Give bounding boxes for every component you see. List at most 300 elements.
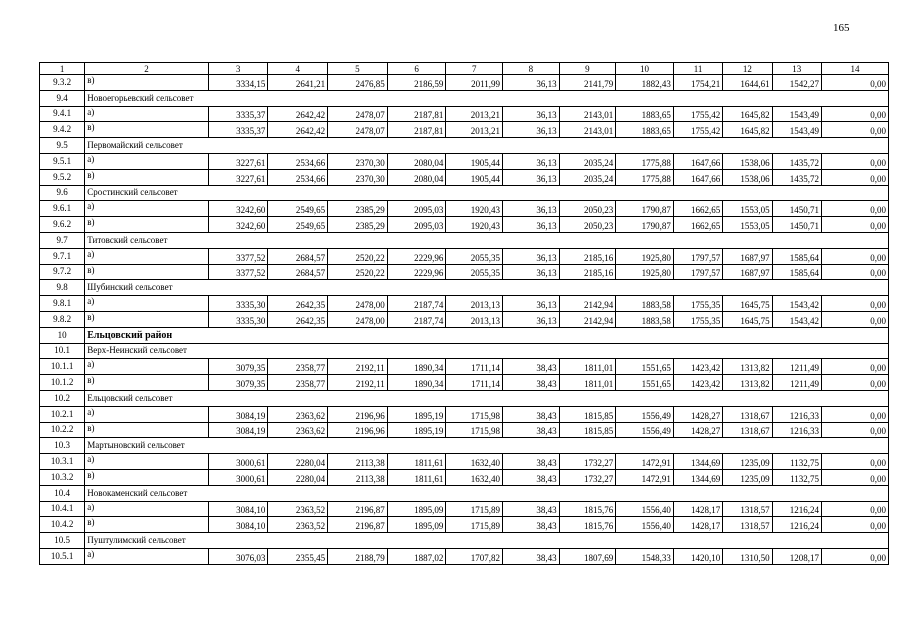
value-cell: 1235,09 xyxy=(723,469,772,485)
row-label: а) xyxy=(85,201,208,217)
value-cell: 3335,37 xyxy=(208,122,268,138)
value-cell: 0,00 xyxy=(822,548,889,564)
value-cell: 0,00 xyxy=(822,375,889,391)
value-cell: 1318,67 xyxy=(723,406,772,422)
table-row xyxy=(40,454,889,470)
value-cell: 2385,29 xyxy=(328,201,388,217)
value-cell: 0,00 xyxy=(822,106,889,122)
value-cell: 1556,49 xyxy=(616,422,674,438)
table-row xyxy=(40,311,889,327)
value-cell: 1815,85 xyxy=(559,422,616,438)
value-cell: 1807,69 xyxy=(559,548,616,564)
value-cell: 2186,59 xyxy=(387,75,446,91)
row-label: а) xyxy=(85,248,208,264)
row-label: в) xyxy=(85,517,208,533)
value-cell: 2642,42 xyxy=(268,122,328,138)
value-cell: 0,00 xyxy=(822,469,889,485)
row-code: 10.2 xyxy=(40,390,85,406)
table-row xyxy=(40,517,889,533)
value-cell: 2358,77 xyxy=(268,359,328,375)
value-cell: 2192,11 xyxy=(328,359,388,375)
table-row xyxy=(40,406,889,422)
table-row xyxy=(40,169,889,185)
value-cell: 36,13 xyxy=(503,201,560,217)
row-code: 10.1.2 xyxy=(40,375,85,391)
row-code: 10.3.1 xyxy=(40,454,85,470)
value-cell: 2143,01 xyxy=(559,106,616,122)
row-code: 9.5 xyxy=(40,138,85,154)
value-cell: 2478,00 xyxy=(328,311,388,327)
value-cell: 0,00 xyxy=(822,311,889,327)
value-cell: 3084,19 xyxy=(208,406,268,422)
value-cell: 2229,96 xyxy=(387,264,446,280)
value-cell: 1811,01 xyxy=(559,375,616,391)
value-cell: 2534,66 xyxy=(268,169,328,185)
value-cell: 2188,79 xyxy=(328,548,388,564)
value-cell: 2363,62 xyxy=(268,422,328,438)
value-cell: 1216,33 xyxy=(772,406,821,422)
row-code: 10.4 xyxy=(40,485,85,501)
row-code: 10.5 xyxy=(40,533,85,549)
table-body xyxy=(40,63,889,565)
value-cell: 1645,75 xyxy=(723,311,772,327)
value-cell: 1428,17 xyxy=(673,517,722,533)
section-row xyxy=(40,390,889,406)
page-number: 165 xyxy=(833,22,850,34)
row-code: 9.8.2 xyxy=(40,311,85,327)
section-title: Ельцовский сельсовет xyxy=(85,390,889,406)
row-code: 10 xyxy=(40,327,85,343)
value-cell: 1755,35 xyxy=(673,296,722,312)
value-cell: 1715,98 xyxy=(446,422,503,438)
value-cell: 1890,34 xyxy=(387,375,446,391)
value-cell: 1811,61 xyxy=(387,469,446,485)
value-cell: 36,13 xyxy=(503,296,560,312)
value-cell: 1925,80 xyxy=(616,248,674,264)
row-code: 10.1 xyxy=(40,343,85,359)
value-cell: 1313,82 xyxy=(723,359,772,375)
value-cell: 38,43 xyxy=(503,359,560,375)
value-cell: 1790,87 xyxy=(616,201,674,217)
value-cell: 1715,89 xyxy=(446,501,503,517)
row-label: в) xyxy=(85,169,208,185)
value-cell: 1548,33 xyxy=(616,548,674,564)
value-cell: 1905,44 xyxy=(446,153,503,169)
value-cell: 1754,21 xyxy=(673,75,722,91)
row-code: 9.8.1 xyxy=(40,296,85,312)
value-cell: 1423,42 xyxy=(673,375,722,391)
row-code: 9.5.1 xyxy=(40,153,85,169)
value-cell: 38,43 xyxy=(503,454,560,470)
row-code: 10.4.2 xyxy=(40,517,85,533)
value-cell: 1644,61 xyxy=(723,75,772,91)
row-code: 10.2.2 xyxy=(40,422,85,438)
value-cell: 2534,66 xyxy=(268,153,328,169)
row-label: в) xyxy=(85,264,208,280)
table-row xyxy=(40,359,889,375)
value-cell: 2013,13 xyxy=(446,311,503,327)
value-cell: 1645,82 xyxy=(723,106,772,122)
value-cell: 1632,40 xyxy=(446,469,503,485)
row-code: 10.1.1 xyxy=(40,359,85,375)
tariff-table xyxy=(39,62,889,565)
row-label: в) xyxy=(85,311,208,327)
value-cell: 1715,89 xyxy=(446,517,503,533)
value-cell: 2013,21 xyxy=(446,122,503,138)
value-cell: 2280,04 xyxy=(268,469,328,485)
value-cell: 2363,62 xyxy=(268,406,328,422)
section-row xyxy=(40,485,889,501)
value-cell: 1797,57 xyxy=(673,264,722,280)
table-row xyxy=(40,201,889,217)
value-cell: 2549,65 xyxy=(268,217,328,233)
column-header: 13 xyxy=(772,63,821,75)
value-cell: 0,00 xyxy=(822,217,889,233)
row-code: 9.8 xyxy=(40,280,85,296)
value-cell: 2095,03 xyxy=(387,201,446,217)
value-cell: 2055,35 xyxy=(446,264,503,280)
value-cell: 2113,38 xyxy=(328,469,388,485)
value-cell: 2641,21 xyxy=(268,75,328,91)
value-cell: 1790,87 xyxy=(616,217,674,233)
value-cell: 2684,57 xyxy=(268,248,328,264)
value-cell: 2142,94 xyxy=(559,311,616,327)
value-cell: 0,00 xyxy=(822,517,889,533)
value-cell: 1895,09 xyxy=(387,517,446,533)
value-cell: 1542,27 xyxy=(772,75,821,91)
value-cell: 0,00 xyxy=(822,264,889,280)
value-cell: 1344,69 xyxy=(673,454,722,470)
value-cell: 1732,27 xyxy=(559,469,616,485)
value-cell: 2196,96 xyxy=(328,422,388,438)
section-title: Новокаменский сельсовет xyxy=(85,485,889,501)
section-row xyxy=(40,185,889,201)
value-cell: 0,00 xyxy=(822,501,889,517)
column-header: 12 xyxy=(723,63,772,75)
value-cell: 0,00 xyxy=(822,153,889,169)
value-cell: 2684,57 xyxy=(268,264,328,280)
row-code: 10.4.1 xyxy=(40,501,85,517)
value-cell: 1216,24 xyxy=(772,501,821,517)
table-row xyxy=(40,217,889,233)
row-code: 9.7.1 xyxy=(40,248,85,264)
value-cell: 2370,30 xyxy=(328,169,388,185)
value-cell: 2642,35 xyxy=(268,296,328,312)
value-cell: 1318,67 xyxy=(723,422,772,438)
row-label: в) xyxy=(85,375,208,391)
value-cell: 3084,10 xyxy=(208,517,268,533)
section-row xyxy=(40,90,889,106)
value-cell: 2143,01 xyxy=(559,122,616,138)
row-label: в) xyxy=(85,122,208,138)
column-header: 6 xyxy=(387,63,446,75)
row-code: 9.5.2 xyxy=(40,169,85,185)
table-row xyxy=(40,75,889,91)
value-cell: 1815,85 xyxy=(559,406,616,422)
value-cell: 1556,40 xyxy=(616,517,674,533)
value-cell: 2142,94 xyxy=(559,296,616,312)
value-cell: 2355,45 xyxy=(268,548,328,564)
value-cell: 2370,30 xyxy=(328,153,388,169)
value-cell: 2035,24 xyxy=(559,169,616,185)
value-cell: 1811,61 xyxy=(387,454,446,470)
value-cell: 2478,07 xyxy=(328,122,388,138)
value-cell: 1811,01 xyxy=(559,359,616,375)
column-header: 5 xyxy=(328,63,388,75)
value-cell: 1543,42 xyxy=(772,296,821,312)
value-cell: 2141,79 xyxy=(559,75,616,91)
value-cell: 2520,22 xyxy=(328,248,388,264)
value-cell: 2035,24 xyxy=(559,153,616,169)
value-cell: 2187,74 xyxy=(387,296,446,312)
value-cell: 1775,88 xyxy=(616,153,674,169)
value-cell: 2192,11 xyxy=(328,375,388,391)
section-title: Новоегорьевский сельсовет xyxy=(85,90,889,106)
column-header: 3 xyxy=(208,63,268,75)
row-code: 9.4 xyxy=(40,90,85,106)
value-cell: 1895,09 xyxy=(387,501,446,517)
value-cell: 2478,07 xyxy=(328,106,388,122)
value-cell: 0,00 xyxy=(822,454,889,470)
value-cell: 2185,16 xyxy=(559,264,616,280)
value-cell: 1797,57 xyxy=(673,248,722,264)
value-cell: 0,00 xyxy=(822,359,889,375)
value-cell: 1310,50 xyxy=(723,548,772,564)
value-cell: 1755,35 xyxy=(673,311,722,327)
value-cell: 36,13 xyxy=(503,153,560,169)
value-cell: 0,00 xyxy=(822,248,889,264)
value-cell: 1920,43 xyxy=(446,201,503,217)
value-cell: 3084,19 xyxy=(208,422,268,438)
column-header: 14 xyxy=(822,63,889,75)
value-cell: 2478,00 xyxy=(328,296,388,312)
section-title: Мартыновский сельсовет xyxy=(85,438,889,454)
value-cell: 1647,66 xyxy=(673,169,722,185)
table-row xyxy=(40,153,889,169)
value-cell: 3227,61 xyxy=(208,169,268,185)
section-row xyxy=(40,533,889,549)
row-code: 9.6 xyxy=(40,185,85,201)
value-cell: 2476,85 xyxy=(328,75,388,91)
value-cell: 1662,65 xyxy=(673,217,722,233)
value-cell: 1235,09 xyxy=(723,454,772,470)
value-cell: 1435,72 xyxy=(772,169,821,185)
row-label: а) xyxy=(85,548,208,564)
row-code: 9.4.2 xyxy=(40,122,85,138)
value-cell: 1815,76 xyxy=(559,501,616,517)
value-cell: 1543,42 xyxy=(772,311,821,327)
value-cell: 36,13 xyxy=(503,75,560,91)
row-code: 10.3.2 xyxy=(40,469,85,485)
value-cell: 1551,65 xyxy=(616,375,674,391)
value-cell: 1450,71 xyxy=(772,201,821,217)
section-row xyxy=(40,280,889,296)
value-cell: 1428,17 xyxy=(673,501,722,517)
value-cell: 38,43 xyxy=(503,548,560,564)
row-code: 9.7.2 xyxy=(40,264,85,280)
value-cell: 1707,82 xyxy=(446,548,503,564)
value-cell: 1662,65 xyxy=(673,201,722,217)
column-header: 8 xyxy=(503,63,560,75)
value-cell: 0,00 xyxy=(822,422,889,438)
row-code: 10.3 xyxy=(40,438,85,454)
value-cell: 3242,60 xyxy=(208,217,268,233)
value-cell: 0,00 xyxy=(822,201,889,217)
value-cell: 1344,69 xyxy=(673,469,722,485)
value-cell: 1211,49 xyxy=(772,359,821,375)
value-cell: 1543,49 xyxy=(772,122,821,138)
section-row xyxy=(40,138,889,154)
section-row xyxy=(40,343,889,359)
value-cell: 1428,27 xyxy=(673,406,722,422)
value-cell: 1883,58 xyxy=(616,296,674,312)
value-cell: 1925,80 xyxy=(616,264,674,280)
value-cell: 2080,04 xyxy=(387,153,446,169)
value-cell: 1890,34 xyxy=(387,359,446,375)
row-label: а) xyxy=(85,153,208,169)
table-row xyxy=(40,106,889,122)
value-cell: 1428,27 xyxy=(673,422,722,438)
column-header: 11 xyxy=(673,63,722,75)
value-cell: 1543,49 xyxy=(772,106,821,122)
value-cell: 36,13 xyxy=(503,106,560,122)
value-cell: 2095,03 xyxy=(387,217,446,233)
value-cell: 3334,15 xyxy=(208,75,268,91)
value-cell: 2520,22 xyxy=(328,264,388,280)
value-cell: 1632,40 xyxy=(446,454,503,470)
value-cell: 2055,35 xyxy=(446,248,503,264)
value-cell: 1553,05 xyxy=(723,217,772,233)
value-cell: 1711,14 xyxy=(446,359,503,375)
value-cell: 1208,17 xyxy=(772,548,821,564)
value-cell: 1920,43 xyxy=(446,217,503,233)
row-code: 9.4.1 xyxy=(40,106,85,122)
value-cell: 36,13 xyxy=(503,217,560,233)
value-cell: 3242,60 xyxy=(208,201,268,217)
value-cell: 1715,98 xyxy=(446,406,503,422)
column-header: 7 xyxy=(446,63,503,75)
table-row xyxy=(40,469,889,485)
value-cell: 3084,10 xyxy=(208,501,268,517)
value-cell: 1883,65 xyxy=(616,122,674,138)
value-cell: 0,00 xyxy=(822,296,889,312)
row-code: 9.3.2 xyxy=(40,75,85,91)
value-cell: 1132,75 xyxy=(772,469,821,485)
value-cell: 1435,72 xyxy=(772,153,821,169)
value-cell: 1887,02 xyxy=(387,548,446,564)
value-cell: 2080,04 xyxy=(387,169,446,185)
value-cell: 2280,04 xyxy=(268,454,328,470)
value-cell: 2013,21 xyxy=(446,106,503,122)
value-cell: 38,43 xyxy=(503,501,560,517)
column-header: 2 xyxy=(85,63,208,75)
value-cell: 36,13 xyxy=(503,122,560,138)
value-cell: 3079,35 xyxy=(208,359,268,375)
value-cell: 36,13 xyxy=(503,311,560,327)
table-row xyxy=(40,248,889,264)
value-cell: 1216,24 xyxy=(772,517,821,533)
value-cell: 2196,96 xyxy=(328,406,388,422)
table-row xyxy=(40,422,889,438)
value-cell: 1132,75 xyxy=(772,454,821,470)
row-label: а) xyxy=(85,454,208,470)
value-cell: 3335,37 xyxy=(208,106,268,122)
value-cell: 2050,23 xyxy=(559,217,616,233)
value-cell: 1687,97 xyxy=(723,264,772,280)
table-row xyxy=(40,296,889,312)
value-cell: 1450,71 xyxy=(772,217,821,233)
value-cell: 1755,42 xyxy=(673,122,722,138)
value-cell: 2642,35 xyxy=(268,311,328,327)
column-header: 1 xyxy=(40,63,85,75)
value-cell: 36,13 xyxy=(503,248,560,264)
value-cell: 1423,42 xyxy=(673,359,722,375)
section-title: Пуштулимский сельсовет xyxy=(85,533,889,549)
value-cell: 3000,61 xyxy=(208,469,268,485)
row-code: 9.6.1 xyxy=(40,201,85,217)
section-title: Верх-Неинский сельсовет xyxy=(85,343,889,359)
value-cell: 1775,88 xyxy=(616,169,674,185)
table-row xyxy=(40,501,889,517)
value-cell: 3377,52 xyxy=(208,264,268,280)
value-cell: 1556,49 xyxy=(616,406,674,422)
value-cell: 2187,81 xyxy=(387,106,446,122)
section-title: Сростинский сельсовет xyxy=(85,185,889,201)
table-row xyxy=(40,548,889,564)
value-cell: 1556,40 xyxy=(616,501,674,517)
table-row xyxy=(40,375,889,391)
row-label: в) xyxy=(85,469,208,485)
header-row xyxy=(40,63,889,75)
table-row xyxy=(40,122,889,138)
value-cell: 3079,35 xyxy=(208,375,268,391)
value-cell: 1313,82 xyxy=(723,375,772,391)
value-cell: 2549,65 xyxy=(268,201,328,217)
value-cell: 3335,30 xyxy=(208,296,268,312)
value-cell: 2185,16 xyxy=(559,248,616,264)
row-label: а) xyxy=(85,296,208,312)
value-cell: 2050,23 xyxy=(559,201,616,217)
row-label: а) xyxy=(85,406,208,422)
value-cell: 1895,19 xyxy=(387,406,446,422)
section-row xyxy=(40,232,889,248)
column-header: 9 xyxy=(559,63,616,75)
row-label: а) xyxy=(85,106,208,122)
value-cell: 2013,13 xyxy=(446,296,503,312)
value-cell: 1420,10 xyxy=(673,548,722,564)
row-label: а) xyxy=(85,359,208,375)
value-cell: 1645,82 xyxy=(723,122,772,138)
value-cell: 2113,38 xyxy=(328,454,388,470)
value-cell: 3377,52 xyxy=(208,248,268,264)
value-cell: 2229,96 xyxy=(387,248,446,264)
value-cell: 1472,91 xyxy=(616,454,674,470)
value-cell: 1905,44 xyxy=(446,169,503,185)
value-cell: 0,00 xyxy=(822,75,889,91)
row-code: 9.6.2 xyxy=(40,217,85,233)
row-code: 9.7 xyxy=(40,232,85,248)
value-cell: 2385,29 xyxy=(328,217,388,233)
value-cell: 1687,97 xyxy=(723,248,772,264)
value-cell: 1211,49 xyxy=(772,375,821,391)
value-cell: 1883,65 xyxy=(616,106,674,122)
value-cell: 2642,42 xyxy=(268,106,328,122)
section-row xyxy=(40,438,889,454)
value-cell: 2196,87 xyxy=(328,501,388,517)
row-label: в) xyxy=(85,75,208,91)
value-cell: 38,43 xyxy=(503,406,560,422)
value-cell: 1755,42 xyxy=(673,106,722,122)
